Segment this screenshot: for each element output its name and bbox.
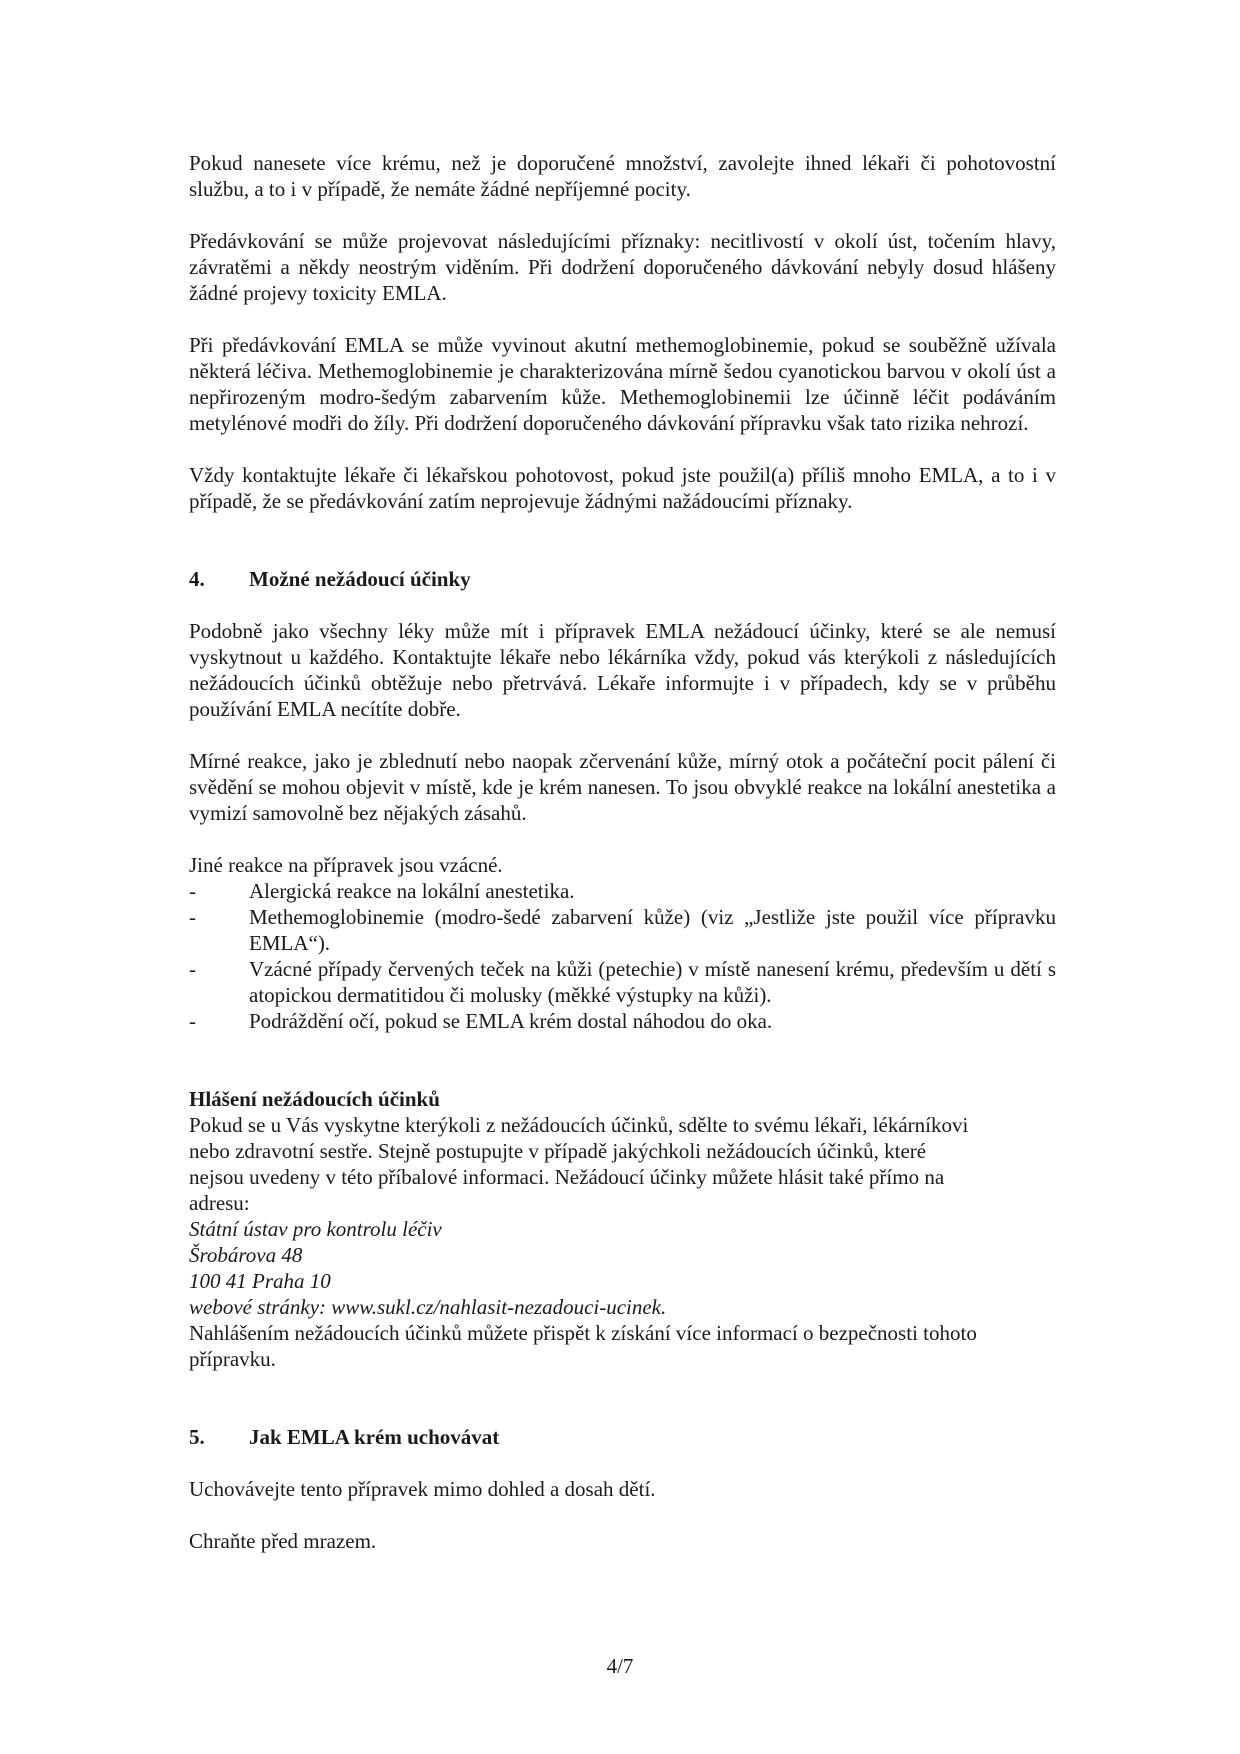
reporting-line: adresu: (189, 1191, 250, 1215)
reporting-line: nebo zdravotní sestře. Stejně postupujte v případě jakýchkoli nežádoucích účinků, které (189, 1139, 927, 1163)
section-5-heading (189, 1424, 1056, 1450)
section-4-title: Možné nežádoucí účinky (249, 567, 471, 591)
list-item (189, 904, 1056, 956)
overdose-paragraph-3: Při předávkování EMLA se může vyvinout akutní methemoglobinemie, pokud se souběžně užívala některá léčiva. Methemoglobinemie je charakterizována mírně šedou cyanotickou barvou v okolí úst a nepřirozeným modro-šedým zabarvením kůže. Methemoglobinemii lze účinně léčit podáváním metylénové modři do žíly. Při dodržení doporučeného dávkování přípravku však tato rizika nehrozí. (189, 333, 1056, 435)
overdose-paragraph-2: Předávkování se může projevovat následujícími příznaky: necitlivostí v okolí úst, točením hlavy, závratěmi a někdy neostrým viděním. Při dodržení doporučeného dávkování nebyly dosud hlášeny žádné projevy toxicity EMLA. (189, 229, 1056, 305)
side-effects-list (189, 878, 1056, 1034)
reporting-outro: Nahlášením nežádoucích účinků můžete přispět k získání více informací o bezpečnosti tohoto (189, 1321, 977, 1345)
section-5-title: Jak EMLA krém uchovávat (249, 1425, 500, 1449)
document-page (189, 150, 1056, 1554)
reporting-line: nejsou uvedeny v této příbalové informaci. Nežádoucí účinky můžete hlásit také přímo na (189, 1165, 945, 1189)
page-number: 4/7 (606, 1654, 634, 1678)
reporting-title: Hlášení nežádoucích účinků (189, 1087, 440, 1111)
list-dash: - (189, 1009, 196, 1033)
address-city: 100 41 Praha 10 (189, 1269, 331, 1293)
overdose-paragraph-4: Vždy kontaktujte lékaře či lékařskou pohotovost, pokud jste použil(a) příliš mnoho EMLA, a to i v případě, že se předávkování zatím neprojevuje žádnými nažádoucími příznaky. (189, 463, 1056, 513)
list-item-text: Vzácné případy červených teček na kůži (petechie) v místě nanesení krému, především u dětí s atopickou dermatitidou či molusky (měkké výstupky na kůži). (249, 957, 1056, 1007)
list-item-text: Methemoglobinemie (modro-šedé zabarvení kůže) (viz „Jestliže jste použil více přípravku EMLA“). (249, 905, 1056, 955)
reporting-block (189, 1086, 1056, 1372)
side-effects-paragraph-1: Podobně jako všechny léky může mít i přípravek EMLA nežádoucí účinky, které se ale nemusí vyskytnout u každého. Kontaktujte lékaře nebo lékárníka vždy, pokud vás kterýkoli z následujících nežádoucích účinků obtěžuje nebo přetrvává. Lékaře informujte i v případech, kdy se v průběhu používání EMLA necítíte dobře. (189, 619, 1056, 721)
section-5-number: 5. (189, 1425, 205, 1449)
list-item (189, 1008, 1056, 1034)
list-dash: - (189, 879, 196, 903)
storage-paragraph-2: Chraňte před mrazem. (189, 1529, 377, 1553)
reporting-outro: přípravku. (189, 1347, 276, 1371)
section-4-heading (189, 566, 1056, 592)
side-effects-list-intro: Jiné reakce na přípravek jsou vzácné. (189, 853, 503, 877)
list-item (189, 878, 1056, 904)
side-effects-paragraph-2: Mírné reakce, jako je zblednutí nebo naopak zčervenání kůže, mírný otok a počáteční pocit pálení či svědění se mohou objevit v místě, kde je krém nanesen. To jsou obvyklé reakce na lokální anestetika a vymizí samovolně bez nějakých zásahů. (189, 749, 1056, 825)
reporting-line: Pokud se u Vás vyskytne kterýkoli z nežádoucích účinků, sdělte to svému lékaři, lékárníkovi (189, 1113, 969, 1137)
list-item (189, 956, 1056, 1008)
address-website: webové stránky: www.sukl.cz/nahlasit-nezadouci-ucinek. (189, 1295, 667, 1319)
list-dash: - (189, 957, 196, 981)
address-institution: Státní ústav pro kontrolu léčiv (189, 1217, 442, 1241)
list-item-text: Alergická reakce na lokální anestetika. (249, 879, 575, 903)
overdose-paragraph-1: Pokud nanesete více krému, než je doporučené množství, zavolejte ihned lékaři či pohotovostní službu, a to i v případě, že nemáte žádné nepříjemné pocity. (189, 151, 1056, 201)
list-item-text: Podráždění očí, pokud se EMLA krém dostal náhodou do oka. (249, 1009, 773, 1033)
list-dash: - (189, 905, 196, 929)
storage-paragraph-1: Uchovávejte tento přípravek mimo dohled a dosah dětí. (189, 1477, 656, 1501)
section-4-number: 4. (189, 567, 205, 591)
address-street: Šrobárova 48 (189, 1243, 303, 1267)
